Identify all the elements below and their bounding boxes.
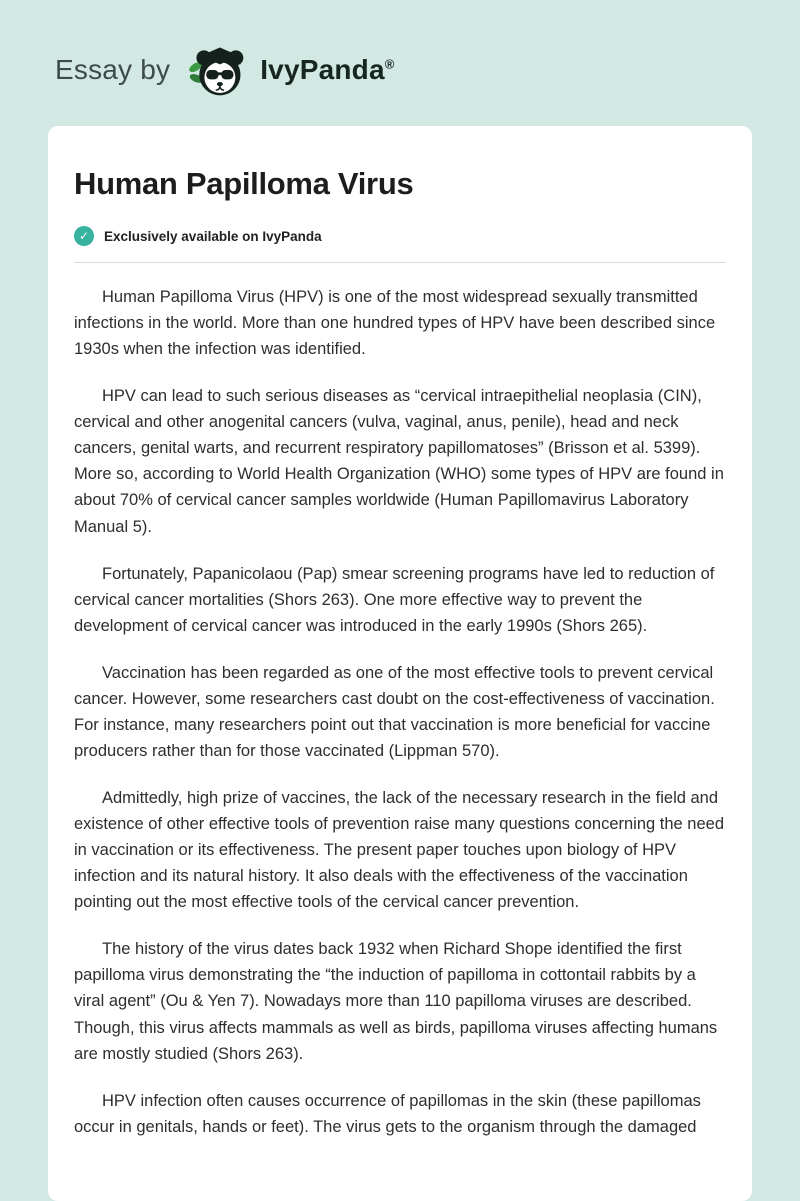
availability-label: Exclusively available on IvyPanda [104,228,322,244]
essay-paragraph: Fortunately, Papanicolaou (Pap) smear screening programs have led to reduction of cervical cancer mortalities (Shors 263). One more effective way to prevent the development of cervical cancer was introduced in the early 1990s (Shors 265). [74,564,715,635]
brand-text: IvyPanda [260,54,385,85]
check-icon: ✓ [74,226,94,246]
divider [74,262,726,263]
essay-by-label: Essay by [55,54,171,85]
ivypanda-logo-icon [188,41,248,99]
essay-body [74,284,726,1140]
essay-paragraph: HPV infection often causes occurrence of papillomas in the skin (these papillomas occur in genitals, hands or feet). The virus gets to the organism through the damaged [74,1091,701,1136]
essay-title: Human Papilloma Virus [74,166,414,201]
essay-paragraph: The history of the virus dates back 1932 when Richard Shope identified the first papilloma virus demonstrating the “the induction of papilloma in cottontail rabbits by a viral agent” (Ou & Yen 7). Nowadays more than 110 papilloma viruses are described. Though, this virus affects mammals as well as birds, papilloma viruses affecting humans are mostly studied (Shors 263). [74,940,718,1063]
essay-paragraph: Admittedly, high prize of vaccines, the lack of the necessary research in the field and existence of other effective tools of prevention raise many questions concerning the need in vaccination or its effectiveness. The present paper touches upon biology of HPV infection and its natural history. It also deals with the effectiveness of the vaccination pointing out the most effective tools of the cervical cancer prevention. [74,789,725,912]
essay-paragraph: HPV can lead to such serious diseases as “cervical intraepithelial neoplasia (CIN), cervical and other anogenital cancers (vulva, vaginal, anus, penile), head and neck cancers, genital warts, and recurrent respiratory papillomatoses” (Brisson et al. 5399). More so, according to World Health Organization (WHO) some types of HPV are found in about 70% of cervical cancer samples worldwide (Human Papillomavirus Laboratory Manual 5). [74,387,724,536]
essay-paragraph: Vaccination has been regarded as one of the most effective tools to prevent cervical cancer. However, some researchers cast doubt on the cost-effectiveness of vaccination. For instance, many researchers point out that vaccination is more beneficial for vaccine producers rather than for those vaccinated (Lippman 570). [74,663,715,760]
page-header [0,0,800,104]
availability-row [74,226,726,246]
registered-mark: ® [384,56,395,72]
brand-name [260,54,394,86]
essay-paragraph: Human Papilloma Virus (HPV) is one of the most widespread sexually transmitted infections in the world. More than one hundred types of HPV have been described since 1930s when the infection was identified. [74,288,716,359]
essay-card [48,126,752,1201]
